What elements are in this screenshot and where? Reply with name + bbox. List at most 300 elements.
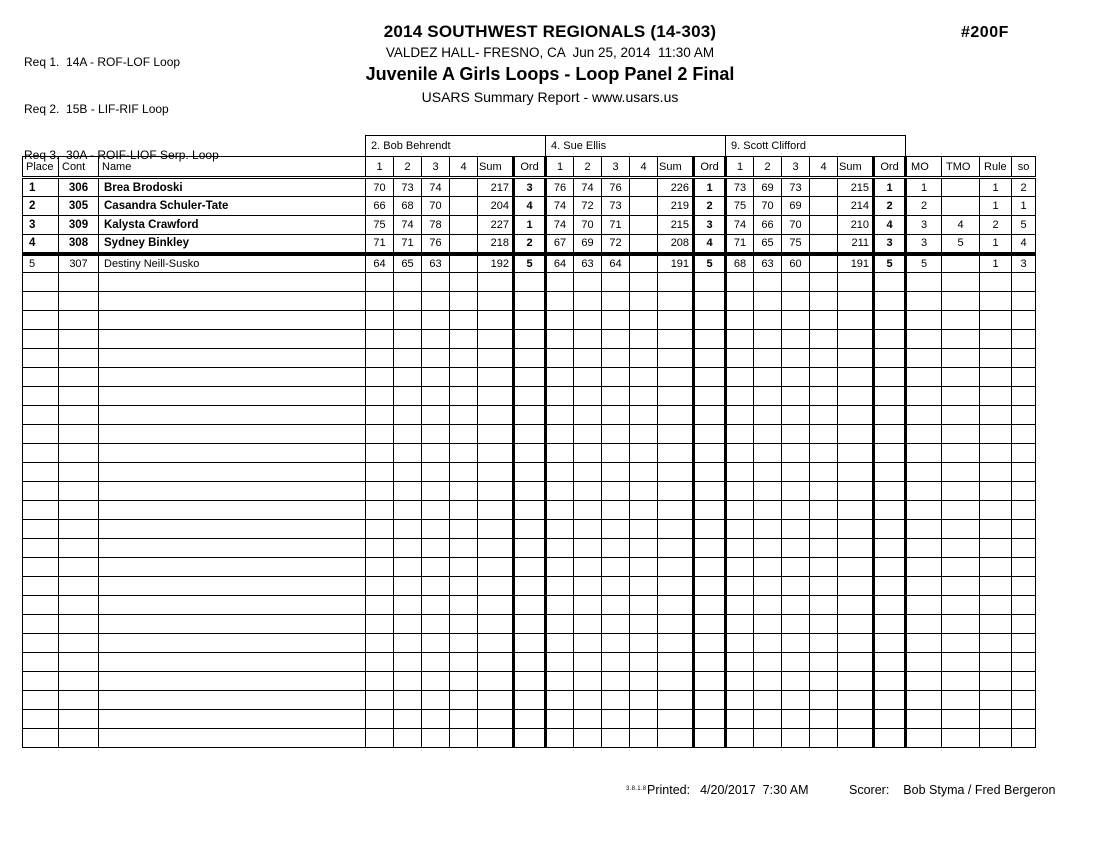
cell-j3-trial-2 [754,444,782,463]
cell-j2-trial-2: 70 [574,216,602,235]
cell-j1-sum [478,710,514,729]
cell-j3-trial-2: 69 [754,178,782,197]
header-rule: Rule [980,157,1012,178]
event-number: #200F [961,24,1009,41]
cell-place [23,672,59,691]
cell-rule [980,368,1012,387]
cell-j1-trial-3: 63 [422,254,450,273]
cell-j2-trial-1 [546,577,574,596]
cell-j2-trial-2 [574,482,602,501]
cell-j1-sum [478,387,514,406]
cell-j2-ordinal: 2 [694,197,726,216]
cell-so [1012,406,1036,425]
cell-skater-name [99,558,366,577]
cell-j3-trial-1 [726,311,754,330]
cell-j1-ordinal [514,463,546,482]
cell-skater-name [99,387,366,406]
cell-j2-sum [658,615,694,634]
cell-j1-sum [478,482,514,501]
cell-j2-trial-3 [602,482,630,501]
cell-j2-trial-2 [574,596,602,615]
cell-j3-sum: 211 [838,235,874,254]
cell-mo [906,634,942,653]
cell-j1-trial-3 [422,634,450,653]
cell-j3-ordinal [874,444,906,463]
cell-place [23,634,59,653]
cell-contestant-number [59,406,99,425]
results-table-body [23,178,1036,748]
cell-j3-sum [838,596,874,615]
cell-j1-trial-4 [450,501,478,520]
cell-j1-trial-4 [450,216,478,235]
cell-rule [980,425,1012,444]
cell-tmo [942,672,980,691]
cell-j2-sum [658,311,694,330]
cell-j2-trial-4 [630,235,658,254]
header-j1-trial-1: 1 [366,157,394,178]
cell-rule [980,330,1012,349]
cell-mo: 2 [906,197,942,216]
cell-contestant-number [59,653,99,672]
cell-so [1012,577,1036,596]
cell-j2-trial-3 [602,387,630,406]
cell-j3-ordinal [874,672,906,691]
competition-title: 2014 SOUTHWEST REGIONALS (14-303) [383,22,717,41]
cell-j3-trial-1 [726,406,754,425]
cell-so [1012,520,1036,539]
cell-skater-name [99,615,366,634]
cell-j1-trial-4 [450,520,478,539]
cell-j1-ordinal [514,653,546,672]
cell-mo: 3 [906,216,942,235]
cell-contestant-number [59,349,99,368]
cell-j2-trial-4 [630,292,658,311]
cell-j2-trial-3: 64 [602,254,630,273]
cell-j3-trial-1 [726,349,754,368]
cell-j3-trial-1 [726,273,754,292]
cell-j2-ordinal [694,501,726,520]
cell-place [23,501,59,520]
cell-j3-trial-1: 74 [726,216,754,235]
cell-j2-trial-1 [546,463,574,482]
cell-tmo [942,197,980,216]
cell-j1-trial-2: 65 [394,254,422,273]
cell-j3-sum [838,501,874,520]
cell-j3-trial-2 [754,292,782,311]
cell-tmo [942,520,980,539]
cell-j3-ordinal [874,311,906,330]
cell-j3-trial-1 [726,444,754,463]
cell-j2-ordinal [694,672,726,691]
cell-j2-trial-4 [630,197,658,216]
cell-j1-trial-2 [394,425,422,444]
cell-j3-trial-1 [726,482,754,501]
cell-j2-sum [658,520,694,539]
cell-j3-trial-3 [782,653,810,672]
cell-j1-trial-2 [394,520,422,539]
cell-j1-trial-3 [422,463,450,482]
cell-j1-trial-2: 68 [394,197,422,216]
cell-j2-trial-3 [602,311,630,330]
cell-contestant-number [59,273,99,292]
cell-j3-sum [838,539,874,558]
judge-header-row [23,136,1036,157]
cell-j2-trial-3 [602,406,630,425]
cell-j1-sum: 217 [478,178,514,197]
cell-j2-ordinal [694,349,726,368]
cell-j2-trial-2: 74 [574,178,602,197]
cell-j1-sum [478,311,514,330]
cell-place [23,520,59,539]
cell-contestant-number [59,482,99,501]
cell-j1-trial-2 [394,406,422,425]
cell-j2-trial-4 [630,729,658,748]
cell-j2-trial-2 [574,634,602,653]
cell-j1-ordinal [514,577,546,596]
cell-j1-trial-1 [366,520,394,539]
cell-rule [980,520,1012,539]
cell-tmo [942,634,980,653]
cell-j1-sum [478,463,514,482]
cell-contestant-number [59,577,99,596]
cell-j1-trial-2 [394,368,422,387]
cell-j1-ordinal [514,710,546,729]
cell-j1-sum [478,558,514,577]
cell-j2-trial-1: 76 [546,178,574,197]
cell-j1-trial-1 [366,387,394,406]
requirement-line-2: Req 2. 15B - LIF-RIF Loop [24,101,169,116]
cell-j2-trial-2 [574,349,602,368]
cell-j3-sum [838,311,874,330]
cell-j3-trial-3 [782,710,810,729]
cell-j2-trial-2 [574,273,602,292]
cell-j3-trial-3 [782,577,810,596]
venue-date-line: VALDEZ HALL- FRESNO, CA Jun 25, 2014 11:30 AM [385,45,715,60]
cell-j1-trial-4 [450,178,478,197]
cell-place [23,539,59,558]
cell-j3-trial-4 [810,710,838,729]
cell-j1-trial-2 [394,501,422,520]
cell-j1-sum [478,368,514,387]
cell-j3-trial-3: 73 [782,178,810,197]
cell-skater-name: Kalysta Crawford [99,216,366,235]
cell-j3-trial-2 [754,729,782,748]
cell-j1-trial-2 [394,463,422,482]
cell-j2-trial-3 [602,520,630,539]
cell-so [1012,273,1036,292]
cell-rule [980,482,1012,501]
cell-j2-sum [658,482,694,501]
cell-j2-trial-3 [602,558,630,577]
cell-j1-trial-4 [450,311,478,330]
cell-j3-trial-3 [782,539,810,558]
cell-j1-ordinal: 2 [514,235,546,254]
cell-tmo [942,482,980,501]
cell-j3-sum [838,444,874,463]
cell-j1-trial-2 [394,672,422,691]
cell-tmo [942,254,980,273]
cell-j3-trial-4 [810,501,838,520]
cell-j1-ordinal [514,482,546,501]
cell-j3-sum [838,368,874,387]
cell-j1-ordinal [514,330,546,349]
cell-tmo [942,311,980,330]
cell-rule [980,729,1012,748]
cell-j3-trial-4 [810,444,838,463]
cell-j3-trial-2 [754,558,782,577]
cell-j1-trial-4 [450,387,478,406]
cell-tmo [942,691,980,710]
cell-j1-trial-3 [422,273,450,292]
cell-j3-ordinal [874,292,906,311]
cell-j1-trial-1 [366,425,394,444]
cell-j1-trial-3: 74 [422,178,450,197]
cell-j3-trial-3 [782,273,810,292]
cell-j1-trial-3 [422,577,450,596]
cell-tmo [942,596,980,615]
cell-j2-trial-3 [602,273,630,292]
cell-j3-trial-3: 75 [782,235,810,254]
cell-j3-trial-2: 70 [754,197,782,216]
empty-row [23,425,1036,444]
cell-j1-trial-2: 74 [394,216,422,235]
cell-tmo [942,615,980,634]
cell-j1-trial-3 [422,311,450,330]
cell-place [23,311,59,330]
cell-j1-trial-3 [422,368,450,387]
cell-j1-sum [478,672,514,691]
cell-rule [980,501,1012,520]
cell-mo [906,729,942,748]
empty-row [23,368,1036,387]
cell-place [23,463,59,482]
cell-so [1012,292,1036,311]
cell-j2-sum [658,368,694,387]
cell-j3-sum [838,349,874,368]
empty-row [23,615,1036,634]
cell-place [23,425,59,444]
cell-j3-trial-2 [754,501,782,520]
cell-j1-trial-4 [450,444,478,463]
cell-j2-ordinal: 3 [694,216,726,235]
cell-j3-trial-4 [810,482,838,501]
cell-j1-trial-2 [394,482,422,501]
cell-j2-trial-3: 71 [602,216,630,235]
cell-j2-trial-2 [574,406,602,425]
header-j2-trial-4: 4 [630,157,658,178]
printed-label: Printed: [647,783,691,797]
cell-skater-name [99,444,366,463]
cell-j2-ordinal: 1 [694,178,726,197]
cell-j3-sum: 191 [838,254,874,273]
cell-mo [906,558,942,577]
cell-so: 1 [1012,197,1036,216]
cell-j2-trial-4 [630,596,658,615]
cell-mo [906,691,942,710]
cell-j1-sum [478,292,514,311]
cell-j1-trial-1 [366,691,394,710]
cell-j3-trial-2 [754,539,782,558]
cell-j3-sum [838,463,874,482]
cell-j1-ordinal [514,273,546,292]
cell-j1-trial-4 [450,691,478,710]
cell-place [23,482,59,501]
cell-j2-trial-1: 67 [546,235,574,254]
cell-j1-trial-3 [422,387,450,406]
cell-j1-trial-4 [450,349,478,368]
cell-contestant-number [59,634,99,653]
cell-skater-name [99,406,366,425]
cell-j2-sum [658,596,694,615]
cell-j3-trial-1 [726,577,754,596]
empty-row [23,444,1036,463]
header-j1-sum: Sum [478,157,514,178]
cell-j3-trial-1 [726,292,754,311]
cell-tmo [942,178,980,197]
cell-j2-trial-1 [546,672,574,691]
cell-j3-trial-4 [810,349,838,368]
cell-j3-trial-3 [782,634,810,653]
cell-j1-sum: 204 [478,197,514,216]
cell-so [1012,444,1036,463]
cell-j1-ordinal [514,729,546,748]
cell-j2-sum [658,425,694,444]
cell-contestant-number [59,615,99,634]
cell-j2-ordinal [694,444,726,463]
cell-rule [980,710,1012,729]
cell-j3-trial-3 [782,729,810,748]
cell-so [1012,311,1036,330]
cell-so: 4 [1012,235,1036,254]
cell-j3-trial-3: 60 [782,254,810,273]
cell-skater-name: Destiny Neill-Susko [99,254,366,273]
cell-skater-name [99,577,366,596]
judge-1-name: 2. Bob Behrendt [366,136,546,157]
cell-j2-trial-3 [602,368,630,387]
cell-j2-sum: 219 [658,197,694,216]
cell-j2-trial-4 [630,425,658,444]
cell-skater-name [99,501,366,520]
results-table [22,135,1036,748]
cell-j2-trial-4 [630,539,658,558]
empty-row [23,463,1036,482]
cell-j2-trial-2 [574,653,602,672]
cell-contestant-number [59,539,99,558]
cell-j2-sum: 215 [658,216,694,235]
cell-j2-trial-3 [602,292,630,311]
empty-row [23,577,1036,596]
cell-j2-trial-2 [574,615,602,634]
empty-row [23,292,1036,311]
cell-j1-sum [478,444,514,463]
cell-mo [906,463,942,482]
cell-j2-trial-4 [630,349,658,368]
cell-j2-trial-2: 63 [574,254,602,273]
cell-rule: 1 [980,254,1012,273]
cell-skater-name: Casandra Schuler-Tate [99,197,366,216]
cell-j2-trial-3: 73 [602,197,630,216]
cell-j1-trial-4 [450,596,478,615]
cell-j1-ordinal [514,539,546,558]
cell-contestant-number [59,729,99,748]
cell-j1-trial-3: 78 [422,216,450,235]
cell-j1-ordinal [514,406,546,425]
cell-j1-trial-1 [366,539,394,558]
header-j3-trial-3: 3 [782,157,810,178]
cell-j2-trial-2 [574,444,602,463]
cell-rule [980,349,1012,368]
cell-j1-sum [478,330,514,349]
cell-tmo [942,273,980,292]
cell-j2-sum [658,710,694,729]
cell-j1-trial-4 [450,330,478,349]
cell-j1-trial-4 [450,254,478,273]
cell-j2-sum [658,444,694,463]
cell-j2-trial-3 [602,539,630,558]
result-row-place-4 [23,235,1036,254]
cell-j2-trial-4 [630,463,658,482]
cell-mo [906,406,942,425]
cell-place [23,577,59,596]
header-j2-ord: Ord [694,157,726,178]
cell-j3-trial-1: 73 [726,178,754,197]
cell-skater-name [99,691,366,710]
cell-j1-sum [478,653,514,672]
cell-j2-trial-3 [602,672,630,691]
cell-so [1012,425,1036,444]
cell-j2-trial-1 [546,292,574,311]
cell-j3-sum [838,387,874,406]
cell-mo [906,292,942,311]
cell-j1-trial-3 [422,539,450,558]
cell-rule [980,577,1012,596]
cell-rule [980,558,1012,577]
cell-mo [906,444,942,463]
cell-skater-name [99,292,366,311]
cell-j2-trial-1: 74 [546,197,574,216]
cell-mo [906,273,942,292]
cell-j3-trial-1 [726,596,754,615]
cell-j1-trial-1 [366,577,394,596]
empty-row [23,710,1036,729]
cell-rule [980,406,1012,425]
printed-line [647,783,809,797]
cell-j3-trial-1 [726,710,754,729]
cell-j1-trial-3 [422,729,450,748]
cell-j3-trial-2 [754,653,782,672]
cell-j1-sum [478,501,514,520]
header-cont: Cont [59,157,99,178]
cell-j2-sum [658,729,694,748]
cell-j2-trial-2 [574,501,602,520]
cell-j1-ordinal [514,368,546,387]
cell-j2-trial-2 [574,368,602,387]
cell-rule [980,463,1012,482]
cell-j3-trial-4 [810,615,838,634]
cell-mo: 1 [906,178,942,197]
cell-j2-ordinal [694,387,726,406]
cell-skater-name [99,311,366,330]
cell-j2-trial-4 [630,330,658,349]
cell-so [1012,634,1036,653]
cell-skater-name [99,273,366,292]
cell-j1-trial-1 [366,596,394,615]
cell-j1-trial-2 [394,729,422,748]
cell-j1-trial-4 [450,482,478,501]
judge-row-spacer-right [906,136,1036,157]
cell-j3-trial-1 [726,691,754,710]
cell-j3-trial-4 [810,178,838,197]
